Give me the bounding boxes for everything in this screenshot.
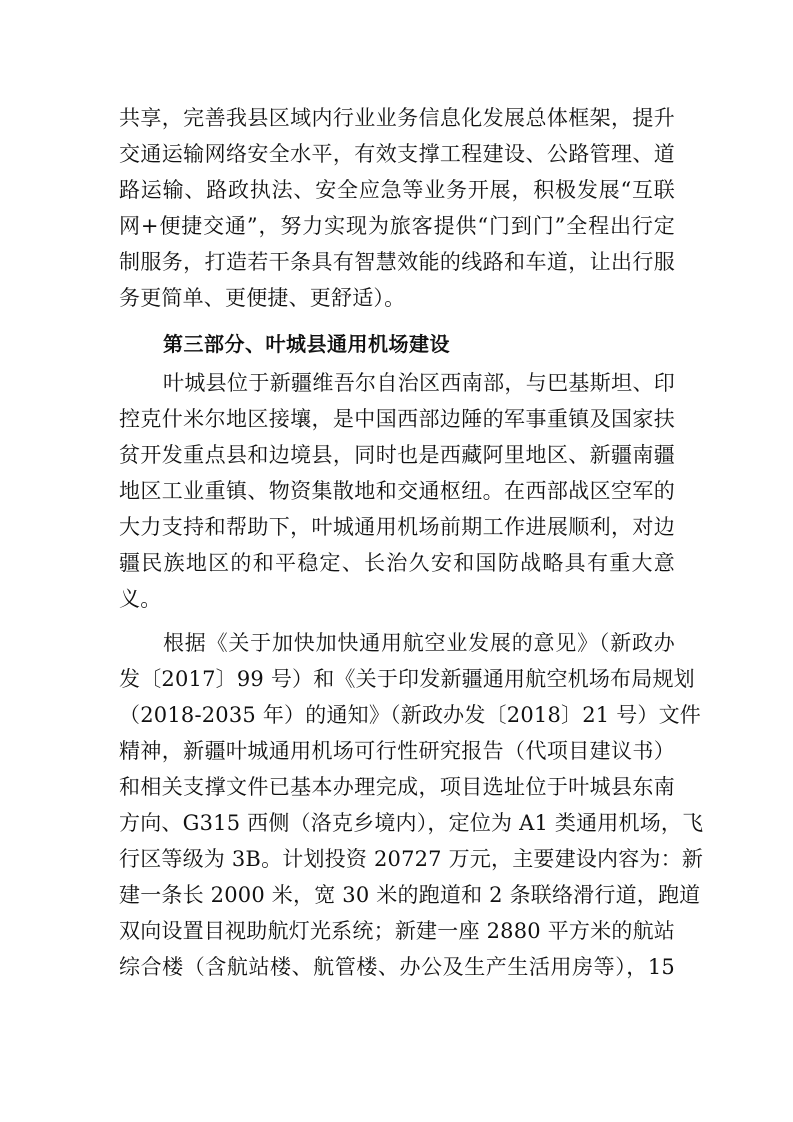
paragraph-3-line-5: 和相关支撑文件已基本办理完成，项目选址位于叶城县东南 xyxy=(119,775,675,799)
paragraph-2-line-5: 大力支持和帮助下，叶城通用机场前期工作进展顺利，对边 xyxy=(119,515,675,539)
paragraph-1-line-6: 务更简单、更便捷、更舒适）。 xyxy=(119,286,406,310)
paragraph-2-line-7: 义。 xyxy=(119,587,162,611)
paragraph-2-line-3: 贫开发重点县和边境县，同时也是西藏阿里地区、新疆南疆 xyxy=(119,443,675,467)
paragraph-3-line-7: 行区等级为 3B。计划投资 20727 万元，主要建设内容为：新 xyxy=(119,847,704,871)
paragraph-3-line-9: 双向设置目视助航灯光系统；新建一座 2880 平方米的航站 xyxy=(119,919,675,943)
paragraph-3-line-6: 方向、G315 西侧（洛克乡境内），定位为 A1 类通用机场，飞 xyxy=(119,811,704,835)
paragraph-3-line-1: 根据《关于加快加快通用航空业发展的意见》（新政办 xyxy=(163,631,675,655)
paragraph-1-line-3: 路运输、路政执法、安全应急等业务开展，积极发展“互联 xyxy=(119,178,675,202)
paragraph-3-line-10: 综合楼（含航站楼、航管楼、办公及生产生活用房等），15 xyxy=(119,955,675,979)
paragraph-1-line-2: 交通运输网络安全水平，有效支撑工程建设、公路管理、道 xyxy=(119,142,675,166)
paragraph-2-line-6: 疆民族地区的和平稳定、长治久安和国防战略具有重大意 xyxy=(119,551,675,575)
paragraph-1-line-1: 共享，完善我县区域内行业业务信息化发展总体框架，提升 xyxy=(119,106,675,130)
paragraph-3-line-4: 精神，新疆叶城通用机场可行性研究报告（代项目建议书） xyxy=(119,739,675,763)
paragraph-2-line-1: 叶城县位于新疆维吾尔自治区西南部，与巴基斯坦、印 xyxy=(163,371,675,395)
paragraph-3-line-2: 发〔2017〕99 号）和《关于印发新疆通用航空机场布局规划 xyxy=(119,667,695,691)
paragraph-1-line-4: 网+便捷交通”，努力实现为旅客提供“门到门”全程出行定 xyxy=(119,214,675,238)
paragraph-2-line-2: 控克什米尔地区接壤，是中国西部边陲的军事重镇及国家扶 xyxy=(119,407,675,431)
paragraph-1-line-5: 制服务，打造若干条具有智慧效能的线路和车道，让出行服 xyxy=(119,250,675,274)
paragraph-3-line-8: 建一条长 2000 米，宽 30 米的跑道和 2 条联络滑行道，跑道 xyxy=(119,883,701,907)
section-heading: 第三部分、叶城县通用机场建设 xyxy=(163,332,450,356)
paragraph-3-line-3: （2018-2035 年）的通知》（新政办发〔2018〕21 号）文件 xyxy=(119,703,701,727)
paragraph-2-line-4: 地区工业重镇、物资集散地和交通枢纽。在西部战区空军的 xyxy=(119,479,675,503)
